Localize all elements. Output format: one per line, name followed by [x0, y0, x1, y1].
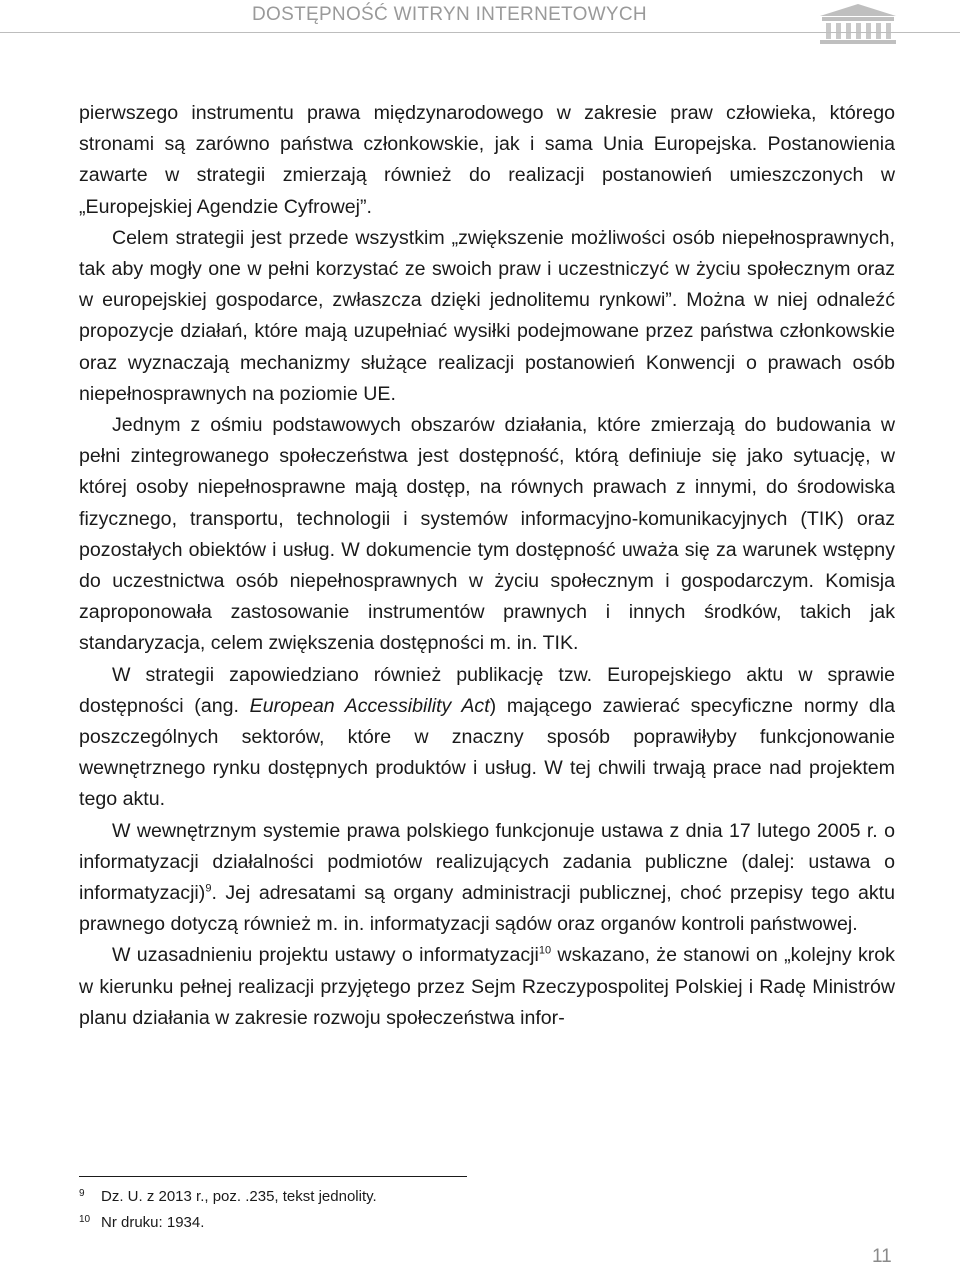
body-text	[79, 98, 895, 1034]
paragraph-text: W uzasadnieniu projektu ustawy o informatyzacji	[112, 944, 539, 967]
paragraph-text: pierwszego instrumentu prawa międzynarodowego w zakresie praw człowieka, którego stronami są zarówno państwa członkowskie, jak i sama Unia Europejska. Postanowienia zawarte w strategii zmierzają również do realizacji postanowień umieszczonych w „Europejskiej Agendzie Cyfrowej”.	[79, 102, 895, 218]
paragraph	[79, 410, 895, 660]
footnote-item	[79, 1208, 377, 1234]
footnote-text: Dz. U. z 2013 r., poz. .235, tekst jednolity.	[101, 1188, 377, 1205]
footnote-item	[79, 1182, 377, 1208]
paragraph	[79, 940, 895, 1034]
footnote-ref[interactable]: 9	[205, 882, 212, 895]
footnote-number: 10	[79, 1214, 91, 1225]
institution-building-icon	[812, 2, 904, 48]
paragraph-text: ) mającego zawierać specyficzne normy dla poszczególnych sektorów, które w znaczny sposób poprawiłyby funkcjonowanie wewnętrznego rynku dostępnych produktów i usług. W tej chwili trwają prace nad projektem tego aktu.	[79, 694, 895, 811]
footnote-text: Nr druku: 1934.	[101, 1214, 205, 1231]
paragraph	[79, 223, 895, 410]
paragraph	[79, 816, 895, 941]
paragraph-text: W strategii zapowiedziano również publikację tzw. Europejskiego aktu w sprawie dostępności (ang.	[79, 663, 895, 717]
page-number: 11	[872, 1246, 892, 1267]
paragraph-text: W wewnętrznym systemie prawa polskiego funkcjonuje ustawa z dnia 17 lutego 2005 r. o informatyzacji działalności podmiotów realizujących zadania publiczne (dalej: ustawa o informatyzacji)	[79, 819, 895, 905]
paragraph-text: Jednym z ośmiu podstawowych obszarów działania, które zmierzają do budowania w pełni zintegrowanego społeczeństwa jest dostępność, którą definiuje się jako sytuację, w której osoby niepełnosprawne mają dostęp, na równych prawach z innymi, do środowiska fizycznego, transportu, technologii i systemów informacyjno-komunikacyjnych (TIK) oraz pozostałych obiektów i usług. W dokumencie tym dostępność uważa się za warunek wstępny do uczestnictwa osób niepełnosprawnych w życiu społecznym i gospodarczym. Komisja zaproponowała zastosowanie instrumentów prawnych i innych środków, takich jak standaryzacja, celem zwiększenia dostępności m. in. TIK.	[79, 414, 895, 655]
italic-act-name: European Accessibility Act	[249, 694, 490, 717]
footnote-rule	[79, 1176, 467, 1177]
running-header-title: DOSTĘPNOŚĆ WITRYN INTERNETOWYCH	[252, 4, 647, 25]
footnotes	[79, 1182, 377, 1234]
paragraph-text: . Jej adresatami są organy administracji publicznej, choć przepisy tego aktu prawnego dotyczą również m. in. informatyzacji sądów oraz organów kontroli państwowej.	[79, 882, 895, 936]
footnote-number: 9	[79, 1188, 85, 1199]
header-rule	[0, 32, 960, 33]
paragraph	[79, 660, 895, 816]
footnote-ref[interactable]: 10	[538, 944, 552, 957]
paragraph-text: wskazano, że stanowi on „kolejny krok w kierunku pełnej realizacji przyjętego przez Sejm Rzeczypospolitej Polskiej i Radę Ministrów planu działania w zakresie rozwoju społeczeństwa infor-	[79, 944, 895, 1029]
paragraph-text: Celem strategii jest przede wszystkim „zwiększenie możliwości osób niepełnosprawnych, tak aby mogły one w pełni korzystać ze swoich praw i uczestniczyć w życiu społecznym oraz w europejskiej gospodarce, zwłaszcza dzięki jednolitemu rynkowi”. Można w niej odnaleźć propozycje działań, które mają uzupełniać wysiłki podejmowane przez państwa członkowskie oraz wyznaczają mechanizmy służące realizacji postanowień Konwencji o prawach osób niepełnosprawnych na poziomie UE.	[79, 226, 895, 405]
paragraph	[79, 98, 895, 223]
